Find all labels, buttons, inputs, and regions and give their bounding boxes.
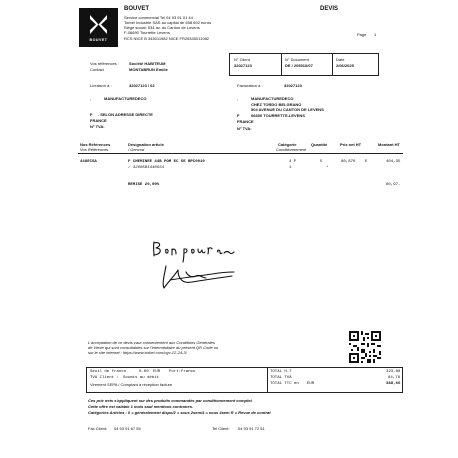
delivery-code: 32027123 / 02 [129,83,155,88]
legal-line-3: sur le site internet : https://www.torbel.com/cgv-12-24-3/ [88,350,187,355]
tva-client-value: Soumis au débit [123,376,160,380]
fax-client-value: 04 93 91 67 55 [114,426,141,431]
legal-line-1: L'acceptation de ce devis vaut consentement aux Conditions Générales [88,340,215,345]
page-label: Page [357,32,367,37]
page-number: 1 [374,32,377,37]
note-line-1: Ces prix nets s'appliquent sur des produits commandés par conditionnement complet. [88,398,253,403]
billing-country: FRANCE [237,119,254,124]
company-line-2: Torbel Industrie SAS au capital de 658 692 euros [124,20,211,25]
discount-value: 80,97- [386,183,401,187]
billing-name: MANUFACTUREDECO [251,96,294,101]
billing-tva-label: N° TVA: [237,126,252,131]
row-price-code: E [365,160,368,164]
total-ht-label: TOTAL H.T [270,370,292,374]
col-header-packaging: Conditionnement [276,147,307,152]
your-refs-value: Société HABITEUM [129,61,166,66]
col-header-quantity: Quantité [311,142,328,147]
delivery-tva-label: N° TVA: [90,124,105,129]
date-value: 2/06/2025 [336,63,354,68]
client-number-value: 32027123 [234,63,252,68]
billing-line-2: CHEZ TORDO BELGRANO [251,102,302,107]
total-ttc-label: TOTAL TTC en [270,382,299,386]
col-header-amount: Montant HT [378,142,400,147]
tva-client-label: TVA Client : [90,376,119,380]
delivery-country-prefix: F [90,112,93,117]
col-header-our-ref: Nos Références [80,142,111,147]
document-number-label: N° Document [285,57,309,62]
port-label: Port:Franco [169,370,196,374]
billing-line-3: 504 AVENUE DU CANTON DE LEVENS [251,107,324,112]
row-gencod: / 3260581440554 [128,166,165,170]
row-designation: F CHEMINEE 44B POM EC SE BPC0010 [128,160,205,164]
col-header-designation: Désignation article [128,142,164,147]
note-line-3: Catégories Articles : 0 = généralement dispo/2 = sous 2sem/4 = sous 4sem R = Revue de contrat [88,410,271,415]
payment-terms: Virement SEPA / Comptant à réception facture [90,382,173,387]
logo-mark-icon [88,14,109,35]
contact-value: MONTABRUN Emilie [129,67,168,72]
discount-label: REMISE 20,00% [128,183,160,187]
franco-threshold-currency: EUR [153,370,161,374]
logo-text: BOUVET [89,38,108,42]
total-ttc-value: 388,66 [386,382,401,386]
handwritten-signature [148,238,240,294]
company-line-5: RCS NICE B 345011982 NICE FR26345011982 [124,36,210,41]
delivery-label: Livraison à : [90,83,112,88]
col-header-category: Catégorie [278,142,297,147]
fax-client-label: Fax Client: [88,426,108,431]
franco-threshold-label: Seuil de franco [90,370,127,374]
totals-box [86,367,403,393]
delivery-name-dot: . [90,96,92,101]
document-type: DEVIS [320,6,339,12]
row-ref: 448ECSA [80,160,97,164]
note-line-2: Cette offre est valable 1 mois sauf mentions contraires. [88,404,194,409]
client-number-label: N° Client [234,57,250,62]
company-line-4: F-06690 Tourrette Levens [124,30,170,35]
legal-line-2: de Vente qui sont consultables sur l'intermédiaire du présent QR Code ou [88,345,219,350]
delivery-address: . SELON ADRESSE DIRECTE [98,112,153,117]
row-net-price: 80,870 [341,160,356,164]
billing-name-dot: . [237,96,239,101]
contact-label: Contact [90,67,104,72]
delivery-name: MANUFACTUREDECO [104,96,147,101]
billing-country-prefix: F [237,113,240,118]
col-header-gencod: / Gencod [128,147,145,152]
tel-client-label: Tel Client: [212,426,230,431]
row-category: 4 P [289,160,297,164]
company-line-3: Siège social: 534 av. du Canton de Levens [124,25,200,30]
row-packaging: 1 [289,166,292,170]
document-info-box [229,53,379,76]
your-refs-label: Vos références : [90,61,119,66]
company-line-1: Service commercial Tel 04 93 91 01 44 [124,15,193,20]
total-tva-label: TOTAL TVA [270,376,292,380]
total-ht-value: 323,88 [386,370,401,374]
date-label: Date [336,57,345,62]
franco-threshold-value: 0.00 [139,370,149,374]
col-header-net-price: Prix net HT [340,142,362,147]
total-ttc-currency: EUR [307,382,315,386]
row-quantity: 5 [320,160,323,164]
document-number-value: DE / 205010/07 [285,63,313,68]
qr-code-icon[interactable] [349,331,381,363]
company-name: BOUVET [124,6,150,12]
billing-label: Facturation à : [237,83,263,88]
billing-postal: 06690 TOURRETTE-LEVENS [251,113,305,118]
col-header-your-ref: Vos Références [80,147,109,152]
row-quantity-mark: * [326,166,329,170]
company-logo [79,8,118,47]
table-header-rule [78,153,403,154]
row-amount: 404,35 [386,160,401,164]
tel-client-value: 04 93 91 72 51 [238,426,265,431]
delivery-country: FRANCE [90,118,107,123]
total-tva-value: 64,78 [388,376,401,380]
billing-code: 32027123 [284,83,302,88]
